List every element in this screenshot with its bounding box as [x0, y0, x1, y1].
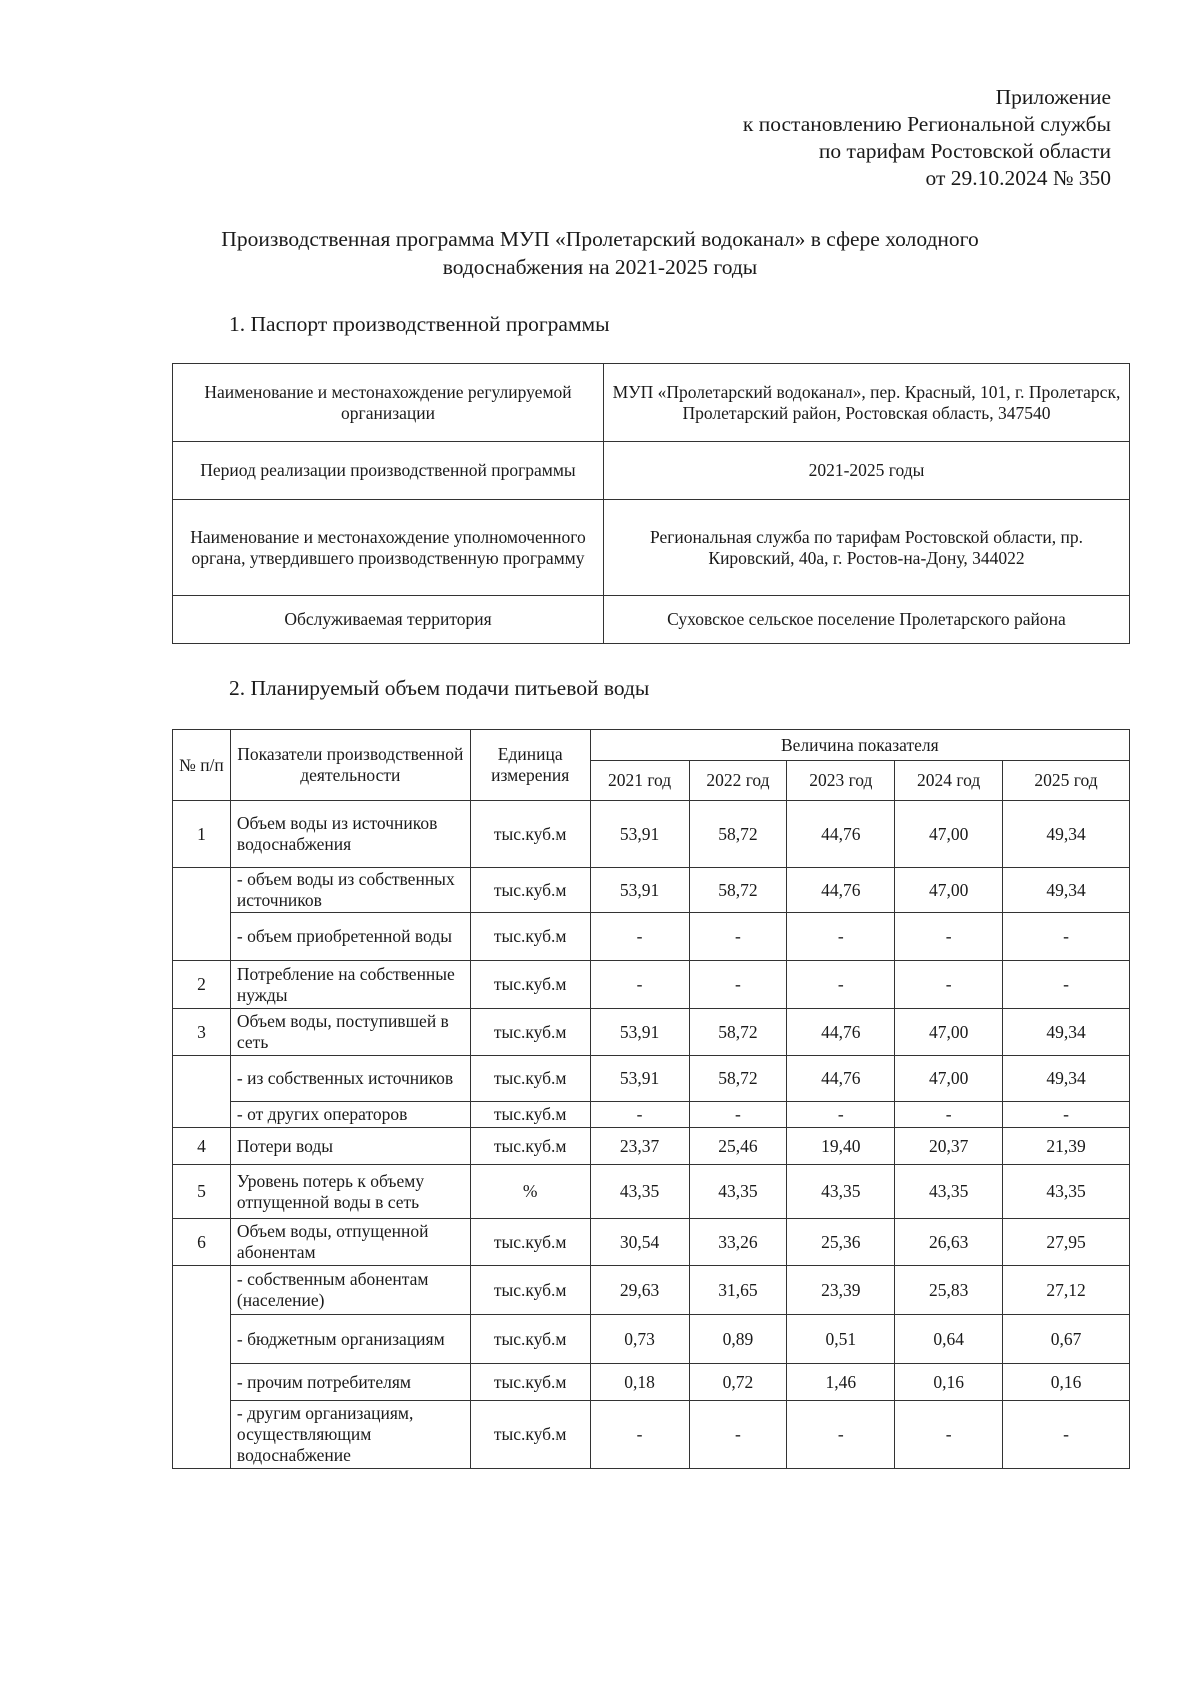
row-value: 23,39: [787, 1266, 895, 1315]
row-value: 0,64: [895, 1315, 1003, 1364]
row-number: 1: [173, 801, 231, 868]
header-year: 2022 год: [689, 761, 787, 801]
row-value: 26,63: [895, 1219, 1003, 1266]
row-value: 20,37: [895, 1128, 1003, 1165]
row-value: 49,34: [1003, 868, 1130, 913]
passport-value: Суховское сельское поселение Пролетарского района: [604, 596, 1130, 644]
row-indicator: Объем воды, отпущенной абонентам: [230, 1219, 470, 1266]
row-value: 58,72: [689, 868, 787, 913]
row-value: 47,00: [895, 1056, 1003, 1102]
row-value: 0,67: [1003, 1315, 1130, 1364]
table-row: [173, 1401, 1130, 1469]
row-value: -: [590, 1102, 689, 1128]
passport-value: 2021-2025 годы: [604, 442, 1130, 500]
header-year: 2021 год: [590, 761, 689, 801]
appendix-line: Приложение: [995, 85, 1111, 109]
row-value: -: [1003, 1102, 1130, 1128]
row-unit: тыс.куб.м: [470, 1219, 590, 1266]
passport-table: [172, 363, 1130, 644]
row-unit: тыс.куб.м: [470, 1128, 590, 1165]
row-indicator: - прочим потребителям: [230, 1364, 470, 1401]
appendix-line: по тарифам Ростовской области: [818, 139, 1111, 163]
table-row: [173, 1128, 1130, 1165]
row-number: 4: [173, 1128, 231, 1165]
appendix-line: от 29.10.2024 № 350: [925, 166, 1111, 190]
passport-row: [173, 596, 1130, 644]
header-year: 2024 год: [895, 761, 1003, 801]
row-unit: %: [470, 1165, 590, 1219]
row-value: -: [689, 1102, 787, 1128]
row-value: 58,72: [689, 801, 787, 868]
row-value: 49,34: [1003, 1009, 1130, 1056]
section2-heading: 2. Планируемый объем подачи питьевой воды: [229, 676, 650, 700]
row-value: -: [787, 1102, 895, 1128]
row-unit: тыс.куб.м: [470, 961, 590, 1009]
row-indicator: - из собственных источников: [230, 1056, 470, 1102]
row-value: 25,36: [787, 1219, 895, 1266]
row-value: 27,95: [1003, 1219, 1130, 1266]
row-number-blank: [173, 868, 231, 961]
table-row: [173, 1165, 1130, 1219]
row-value: 44,76: [787, 801, 895, 868]
row-value: 43,35: [895, 1165, 1003, 1219]
passport-label: Наименование и местонахождение уполномоченного органа, утвердившего производственную программу: [173, 500, 604, 596]
row-value: 53,91: [590, 1056, 689, 1102]
row-value: 33,26: [689, 1219, 787, 1266]
row-value: 43,35: [1003, 1165, 1130, 1219]
row-value: -: [689, 1401, 787, 1469]
row-indicator: Объем воды из источников водоснабжения: [230, 801, 470, 868]
row-value: 0,16: [895, 1364, 1003, 1401]
row-number-blank: [173, 1056, 231, 1128]
row-value: 0,72: [689, 1364, 787, 1401]
row-value: -: [787, 1401, 895, 1469]
row-value: -: [895, 1102, 1003, 1128]
row-value: -: [787, 913, 895, 961]
row-unit: тыс.куб.м: [470, 913, 590, 961]
row-value: 53,91: [590, 868, 689, 913]
row-value: 49,34: [1003, 1056, 1130, 1102]
row-unit: тыс.куб.м: [470, 1364, 590, 1401]
row-number-blank: [173, 1266, 231, 1469]
row-value: 27,12: [1003, 1266, 1130, 1315]
row-value: -: [895, 913, 1003, 961]
appendix-block: [743, 84, 1111, 192]
row-unit: тыс.куб.м: [470, 801, 590, 868]
row-value: -: [590, 1401, 689, 1469]
document-title: [150, 225, 1050, 281]
row-value: 31,65: [689, 1266, 787, 1315]
row-indicator: - объем воды из собственных источников: [230, 868, 470, 913]
row-unit: тыс.куб.м: [470, 1266, 590, 1315]
header-year: 2023 год: [787, 761, 895, 801]
row-value: 53,91: [590, 1009, 689, 1056]
row-value: -: [895, 1401, 1003, 1469]
table-row: [173, 1364, 1130, 1401]
row-value: 47,00: [895, 801, 1003, 868]
row-indicator: - от других операторов: [230, 1102, 470, 1128]
row-value: 0,89: [689, 1315, 787, 1364]
passport-value: МУП «Пролетарский водоканал», пер. Красный, 101, г. Пролетарск, Пролетарский район, Ростовская область, 347540: [604, 364, 1130, 442]
section1-heading: 1. Паспорт производственной программы: [229, 312, 610, 336]
row-value: 53,91: [590, 801, 689, 868]
row-value: -: [895, 961, 1003, 1009]
row-value: -: [590, 961, 689, 1009]
row-value: 43,35: [689, 1165, 787, 1219]
row-indicator: Объем воды, поступившей в сеть: [230, 1009, 470, 1056]
title-line: водоснабжения на 2021-2025 годы: [442, 255, 758, 279]
row-value: 58,72: [689, 1056, 787, 1102]
row-indicator: - объем приобретенной воды: [230, 913, 470, 961]
row-unit: тыс.куб.м: [470, 1102, 590, 1128]
row-indicator: Потери воды: [230, 1128, 470, 1165]
table-row: [173, 1219, 1130, 1266]
header-unit: Единица измерения: [470, 730, 590, 801]
row-value: 44,76: [787, 1009, 895, 1056]
row-value: 0,18: [590, 1364, 689, 1401]
row-unit: тыс.куб.м: [470, 868, 590, 913]
header-year: 2025 год: [1003, 761, 1130, 801]
table-row: [173, 961, 1130, 1009]
row-unit: тыс.куб.м: [470, 1315, 590, 1364]
row-value: -: [590, 913, 689, 961]
header-indicator: Показатели производственной деятельности: [230, 730, 470, 801]
row-value: -: [787, 961, 895, 1009]
row-value: -: [1003, 961, 1130, 1009]
row-value: 43,35: [590, 1165, 689, 1219]
row-value: 49,34: [1003, 801, 1130, 868]
row-value: 58,72: [689, 1009, 787, 1056]
table-row: [173, 801, 1130, 868]
table-row: [173, 913, 1130, 961]
passport-row: [173, 500, 1130, 596]
passport-value: Региональная служба по тарифам Ростовской области, пр. Кировский, 40а, г. Ростов-на-Дону, 344022: [604, 500, 1130, 596]
table-row: [173, 1315, 1130, 1364]
row-unit: тыс.куб.м: [470, 1009, 590, 1056]
row-value: 19,40: [787, 1128, 895, 1165]
row-value: 0,16: [1003, 1364, 1130, 1401]
row-value: 1,46: [787, 1364, 895, 1401]
row-number: 6: [173, 1219, 231, 1266]
row-value: 25,46: [689, 1128, 787, 1165]
passport-label: Период реализации производственной программы: [173, 442, 604, 500]
passport-row: [173, 442, 1130, 500]
row-value: 21,39: [1003, 1128, 1130, 1165]
row-indicator: - другим организациям, осуществляющим водоснабжение: [230, 1401, 470, 1469]
row-value: 44,76: [787, 868, 895, 913]
row-value: 23,37: [590, 1128, 689, 1165]
row-value: 25,83: [895, 1266, 1003, 1315]
row-indicator: Уровень потерь к объему отпущенной воды в сеть: [230, 1165, 470, 1219]
header-value-group: Величина показателя: [590, 730, 1129, 761]
row-value: 47,00: [895, 868, 1003, 913]
row-value: 44,76: [787, 1056, 895, 1102]
table-row: [173, 1102, 1130, 1128]
row-indicator: - собственным абонентам (население): [230, 1266, 470, 1315]
appendix-line: к постановлению Региональной службы: [742, 112, 1111, 136]
row-value: 47,00: [895, 1009, 1003, 1056]
row-value: 0,73: [590, 1315, 689, 1364]
table-row: [173, 1056, 1130, 1102]
title-line: Производственная программа МУП «Пролетарский водоканал» в сфере холодного: [221, 227, 979, 251]
row-value: 0,51: [787, 1315, 895, 1364]
row-value: -: [1003, 1401, 1130, 1469]
row-value: -: [689, 913, 787, 961]
passport-label: Наименование и местонахождение регулируемой организации: [173, 364, 604, 442]
table-row: [173, 1266, 1130, 1315]
row-unit: тыс.куб.м: [470, 1401, 590, 1469]
passport-label: Обслуживаемая территория: [173, 596, 604, 644]
table-row: [173, 1009, 1130, 1056]
table-row: [173, 868, 1130, 913]
row-unit: тыс.куб.м: [470, 1056, 590, 1102]
water-volume-table: [172, 729, 1130, 1469]
row-value: -: [689, 961, 787, 1009]
row-indicator: - бюджетным организациям: [230, 1315, 470, 1364]
row-number: 2: [173, 961, 231, 1009]
row-value: 30,54: [590, 1219, 689, 1266]
row-indicator: Потребление на собственные нужды: [230, 961, 470, 1009]
row-value: 43,35: [787, 1165, 895, 1219]
row-value: -: [1003, 913, 1130, 961]
row-number: 5: [173, 1165, 231, 1219]
passport-row: [173, 364, 1130, 442]
header-num: № п/п: [173, 730, 231, 801]
row-number: 3: [173, 1009, 231, 1056]
row-value: 29,63: [590, 1266, 689, 1315]
